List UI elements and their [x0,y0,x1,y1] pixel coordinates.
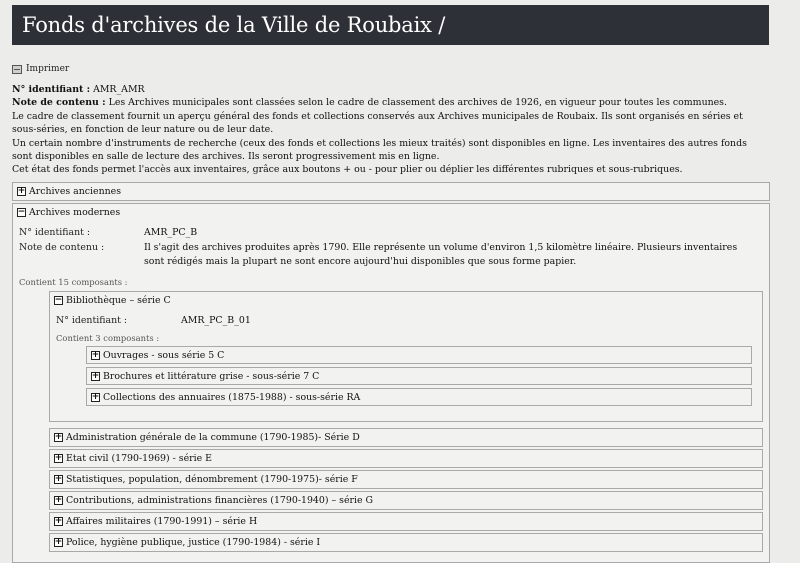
node-label[interactable]: Police, hygiène publique, justice (1790-1984) - série I [66,537,321,549]
node-ouvrages [86,346,752,364]
node-label[interactable]: Administration générale de la commune (1790-1985)- Série D [66,432,360,444]
node-bibliotheque [49,291,763,422]
node-archives-anciennes [12,182,770,201]
component-count: Contient 3 composants : [56,332,160,343]
node-brochures [86,367,752,385]
node-label[interactable]: Collections des annuaires (1875-1988) - sous-série RA [103,391,361,403]
node-label[interactable]: Affaires militaires (1790-1991) – série H [66,516,258,528]
intro-id-label: N° identifiant : [12,84,91,95]
node-label[interactable]: Etat civil (1790-1969) - série E [66,453,213,465]
node-serie-i [49,533,763,552]
field-identifiant [19,226,763,240]
field-value: AMR_PC_B [144,226,198,238]
node-title-row[interactable] [87,347,751,364]
field-note [19,241,763,268]
node-title-row[interactable] [87,389,751,406]
node-title-row[interactable] [50,429,762,446]
field-value: AMR_PC_B_01 [181,315,251,327]
node-label[interactable]: Ouvrages - sous série 5 C [103,349,225,361]
field-label: Note de contenu : [19,242,105,254]
node-label[interactable]: Statistiques, population, dénombrement (1790-1975)- série F [66,474,358,486]
node-label[interactable]: Contributions, administrations financières (1790-1940) – série G [66,495,374,507]
node-title-row[interactable] [50,292,762,309]
page-header [12,5,769,45]
intro-id [12,83,770,96]
node-title-row[interactable] [50,450,762,467]
node-serie-d [49,428,763,447]
node-serie-f [49,470,763,489]
intro-block [12,83,770,177]
node-title-row[interactable] [87,368,751,385]
node-title-row[interactable] [50,492,762,509]
expand-plus-icon[interactable]: + [54,537,63,548]
node-serie-h [49,512,763,531]
node-label[interactable]: Brochures et littérature grise - sous-série 7 C [103,370,320,382]
expand-plus-icon[interactable]: + [91,391,100,402]
node-title-row[interactable] [50,471,762,488]
intro-note-line: Un certain nombre d'instruments de recherche (ceux des fonds et collections les mieux traités) sont disponibles en ligne. Les inventaires des autres fonds sont disponibles en salle de lecture des archives. Ils seront progressivement mis en ligne. [12,137,747,163]
node-serie-e [49,449,763,468]
expand-plus-icon[interactable]: + [54,474,63,485]
print-link[interactable] [12,62,770,76]
intro-note-line: Le cadre de classement fournit un aperçu général des fonds et collections conservés aux Archives municipales de Roubaix. Ils sont organisés en séries et sous-séries, en fonction de leur nature ou de leur date. [12,110,743,136]
expand-plus-icon[interactable]: + [54,516,63,527]
intro-note-1 [12,96,770,109]
expand-plus-icon[interactable]: + [17,185,26,196]
intro-id-value: AMR_AMR [93,84,145,95]
field-identifiant [56,314,756,328]
node-title-row[interactable] [50,534,762,551]
node-title-row[interactable] [13,183,769,200]
node-label[interactable]: Archives anciennes [29,185,122,197]
collapse-minus-icon[interactable]: − [17,206,26,217]
expand-plus-icon[interactable]: + [91,349,100,360]
expand-plus-icon[interactable]: + [54,453,63,464]
field-label: N° identifiant : [56,315,128,327]
expand-plus-icon[interactable]: + [54,432,63,443]
expand-plus-icon[interactable]: + [91,370,100,381]
node-title-row[interactable] [13,204,769,221]
print-icon [12,65,22,74]
node-archives-modernes [12,203,770,563]
main-content [12,62,770,563]
component-count: Contient 15 composants : [19,277,128,288]
node-label[interactable]: Archives modernes [29,206,121,218]
node-serie-g [49,491,763,510]
page-title: Fonds d'archives de la Ville de Roubaix / [22,13,446,37]
node-title-row[interactable] [50,513,762,530]
expand-plus-icon[interactable]: + [54,495,63,506]
intro-note-label: Note de contenu : [12,97,106,109]
intro-note-line: Les Archives municipales sont classées selon le cadre de classement des archives de 1926, en vigueur pour toutes les communes. [108,97,727,109]
collapse-minus-icon[interactable]: − [54,295,63,306]
field-value: Il s'agit des archives produites après 1790. Elle représente un volume d'environ 1,5 kilomètre linéaire. Plusieurs inventaires sont rédigés mais la plupart ne sont encore aujourd'hui disponibles que sous forme papier. [144,242,738,267]
field-label: N° identifiant : [19,226,91,238]
node-annuaires [86,388,752,406]
print-label: Imprimer [26,64,70,74]
intro-note-line: Cet état des fonds permet l'accès aux inventaires, grâce aux boutons + ou - pour plier ou déplier les différentes rubriques et sous-rubriques. [12,164,683,176]
node-label[interactable]: Bibliothèque – série C [66,295,171,307]
